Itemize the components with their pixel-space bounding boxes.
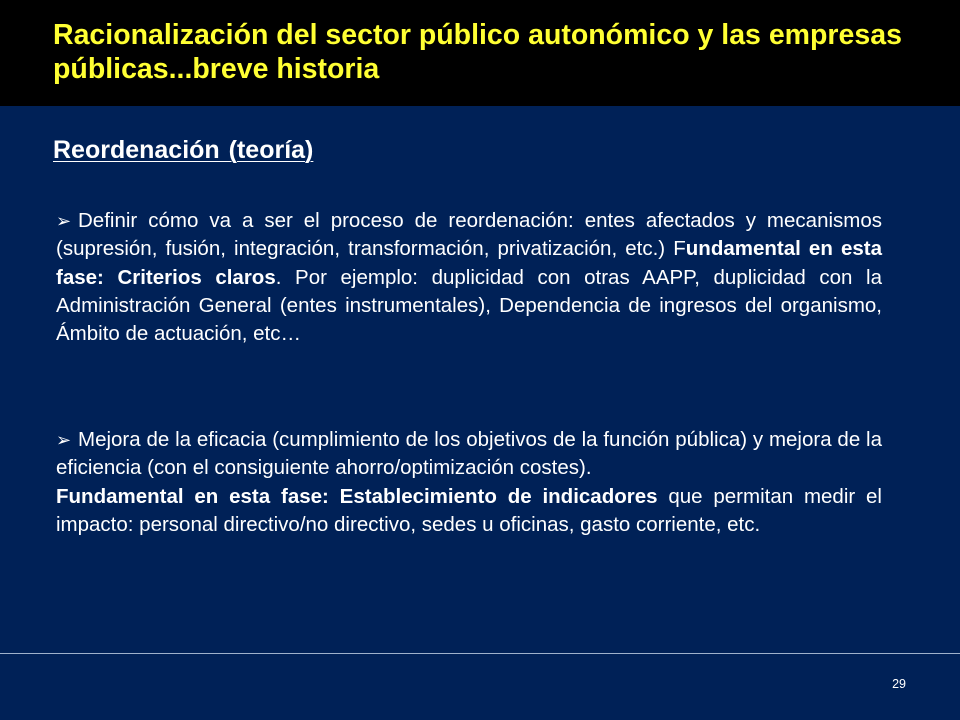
bullet-2-continuation [56,483,882,540]
page-number: 29 [892,677,906,691]
bullet-2-bold-text: Fundamental en esta fase: Establecimiento de indicadores [56,484,658,508]
bullet-1-bold-text: undamental en esta fase: Criterios claros [56,237,882,289]
bullet-paragraph-reordenacion [56,207,882,348]
footer-divider [0,653,960,654]
arrow-right-icon: ➢ [56,211,72,231]
bullet-paragraph-mejora [56,426,882,539]
title-bar [0,0,960,106]
bullet-1-text: Definir cómo va a ser el proceso de reordenación: entes afectados y mecanismos (supresión, fusión, integración, transformación, privatización, etc.) F [56,209,882,261]
bullet-2-text: Mejora de la eficacia (cumplimiento de los objetivos de la función pública) y mejora de la eficiencia (con el consiguiente ahorro/optimización costes). [56,428,882,480]
arrow-right-icon: ➢ [56,430,72,450]
bullet-2-text-continued: que permitan medir el impacto: personal directivo/no directivo, sedes u oficinas, gasto corriente, etc. [56,484,882,536]
section-subtitle: Reordenación (teoría) [53,136,314,164]
bullet-1-text-continued: . Por ejemplo: duplicidad con otras AAPP, duplicidad con la Administración General (entes instrumentales), Dependencia de ingresos del organismo, Ámbito de actuación, etc… [56,265,882,346]
bullet-2-line [56,426,882,483]
slide-title: Racionalización del sector público autonómico y las empresas públicas...breve historia [53,19,902,85]
